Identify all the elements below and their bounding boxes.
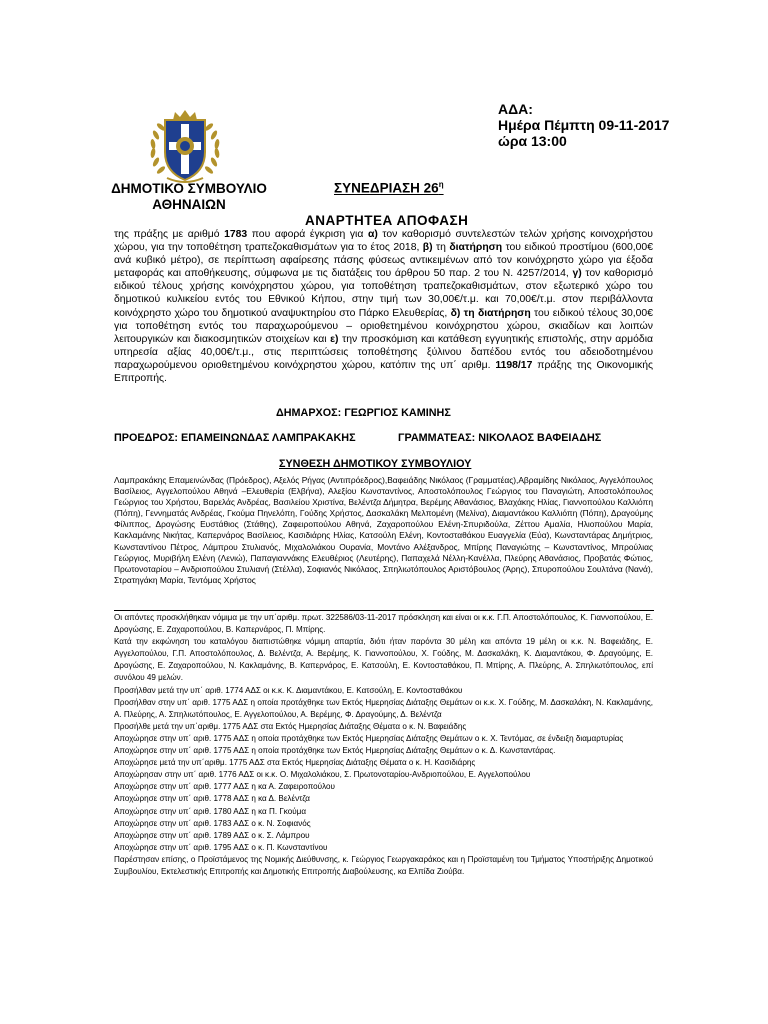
attendance-note: Κατά την εκφώνηση του καταλόγου διαπιστώθηκε νόμιμη απαρτία, διότι ήταν παρόντα 30 μέλη και απόντα 19 μέλη οι κ.κ. Ν. Βαφειάδης, Ε. Αγγελοπούλου, Γ.Π. Αποστολόπουλος, Δ. Βελέντζα, Α. Βερέμης, Κ. Γιαννοπούλου, Χ. Γούδης, Μ. Δασκαλάκη, Κ. Διαμαντάκου, Φ. Δραγούμης, Ε. Δρογώσης, Ε. Ζαχαροπούλου, Ν. Κακλαμάνης, Β. Καπερνάρος, Ε. Κατσούλη, Ε. Κοντοσταθάκου, Π. Μπίρης, Α. Πλεύρης, Α. Σπηλιωτόπουλος, επί συνόλου 49 μελών. bbox=[114, 637, 653, 683]
council-composition-heading: ΣΥΝΘΕΣΗ ΔΗΜΟΤΙΚΟΥ ΣΥΜΒΟΥΛΙΟΥ bbox=[279, 458, 472, 470]
attendance-note: Προσήλθε μετά την υπ΄αριθμ. 1775 ΑΔΣ στα Εκτός Ημερησίας Διάταξης Θέματα ο κ. Ν. Βαφειάδης bbox=[114, 721, 467, 731]
officers-line bbox=[114, 432, 654, 444]
session-label: ΣΥΝΕΔΡΙΑΣΗ 26 bbox=[334, 180, 439, 196]
attendance-note: Αποχώρησε στην υπ΄ αριθ. 1775 ΑΔΣ η οποία προτάχθηκε των Εκτός Ημερησίας Διάταξης Θεμάτων ο κ. Χ. Τεντόμας, σε ένδειξη διαμαρτυρίας bbox=[114, 733, 624, 743]
attendance-note: Αποχώρησε στην υπ΄ αριθ. 1780 ΑΔΣ η κα Π. Γκούμα bbox=[114, 806, 306, 816]
decision-text: του ειδικού τέλους 30,00€ για τοποθέτηση εντός του παραχωρούμενου – οριοθετημένου κοινόχρηστου χώρου, σκιαδίων και λοιπών λειτουργικών και διακοσμητικών στοιχείων και bbox=[114, 307, 653, 345]
decision-text: τον καθορισμό συντελεστών τελών χρήσης κοινοχρήστου χώρου, για την τοποθέτηση τραπεζοκαθισμάτων για το έτος 2018, bbox=[114, 229, 653, 254]
emphasis-term: διατήρηση bbox=[449, 242, 503, 254]
section-divider bbox=[114, 610, 654, 611]
chairman: ΠΡΟΕΔΡΟΣ: ΕΠΑΜΕΙΝΩΝΔΑΣ ΛΑΜΠΡΑΚΑΚΗΣ bbox=[114, 432, 356, 444]
decision-paragraph bbox=[114, 228, 653, 385]
session-time: ώρα 13:00 bbox=[498, 133, 567, 149]
attendance-note: Οι απόντες προσκλήθηκαν νόμιμα με την υπ΄αριθμ. πρωτ. 322586/03-11-2017 πρόσκληση και είναι οι κ.κ. Γ.Π. Αποστολόπουλος, Κ. Γιαννοπούλου, Ε. Δρογώσης, Ε. Ζαχαροπούλου, Β. Καπερνάρος, Π. Μπίρης. bbox=[114, 613, 653, 635]
decision-text: τον καθορισμό ειδικού τέλους χρήσης κοινόχρηστου χώρου, για τοποθέτηση τραπεζοκαθισμάτων, στον εξωτερικό χώρο του δημοτικού κυλικείου εντός του Εθνικού Κήπου, στην τιμή των 30,00€/τ.μ. και 70,00€/τ.μ. στον περιβάλλοντα κοινόχρηστο χώρο του δημοτικού αναψυκτηρίου στο Πάρκο Ελευθερίας, bbox=[114, 268, 653, 319]
attendance-note: Αποχώρησε μετά την υπ΄αριθμ. 1775 ΑΔΣ στα Εκτός Ημερησίας Διάταξης Θέματα ο κ. Η. Κασιδιάρης bbox=[114, 758, 476, 768]
decision-heading: ΑΝΑΡΤΗΤΕΑ ΑΠΟΦΑΣΗ bbox=[305, 213, 469, 228]
item-marker-d: δ) τη διατήρηση bbox=[450, 307, 531, 319]
act-number: 1783 bbox=[224, 229, 248, 240]
item-marker-c: γ) bbox=[572, 268, 582, 280]
mayor-line: ΔΗΜΑΡΧΟΣ: ΓΕΩΡΓΙΟΣ ΚΑΜΙΝΗΣ bbox=[276, 407, 451, 419]
attendance-note: Παρέστησαν επίσης, ο Προϊστάμενος της Νομικής Διεύθυνσης, κ. Γεώργιος Γεωργακαράκος και η Προϊσταμένη του Τμήματος Υποστήριξης Δημοτικού Συμβουλίου, Εκτελεστικής Επιτροπής και Δημοτικής Επιτροπής Διαβούλευσης, κα Ελπίδα Ζιούβα. bbox=[114, 854, 653, 876]
attendance-note: Αποχώρησε στην υπ΄ αριθ. 1789 ΑΔΣ ο κ. Σ. Λάμπρου bbox=[114, 830, 310, 840]
attendance-note: Αποχώρησε στην υπ΄ αριθ. 1775 ΑΔΣ η οποία προτάχθηκε των Εκτός Ημερησίας Διάταξης Θεμάτων ο κ. Δ. Κωνσταντάρας. bbox=[114, 746, 556, 756]
attendance-note: Προσήλθαν στην υπ΄ αριθ. 1775 ΑΔΣ η οποία προτάχθηκε των Εκτός Ημερησίας Διάταξης Θεμάτων οι κ.κ. Χ. Γούδης, Μ. Δασκαλάκη, Ν. Κακλαμάνης, Α. Πλεύρης, Α. Σπηλιωτόπουλος, Ε. Αγγελοπούλου, Α. Βερέμης, Φ. Δραγούμης, Δ. Βελέντζα bbox=[114, 697, 653, 719]
attendance-note: Προσήλθαν μετά την υπ΄ αριθ. 1774 ΑΔΣ οι κ.κ. Κ. Διαμαντάκου, Ε. Κατσούλη, Ε. Κοντοσταθάκου bbox=[114, 685, 463, 695]
council-name-line1: ΔΗΜΟΤΙΚΟ ΣΥΜΒΟΥΛΙΟ bbox=[111, 181, 267, 196]
attendance-note: Αποχώρησε στην υπ΄ αριθ. 1778 ΑΔΣ η κα Δ. Βελέντζα bbox=[114, 794, 310, 804]
session-ordinal-suffix: η bbox=[438, 180, 444, 189]
attendance-note: Αποχώρησε στην υπ΄ αριθ. 1777 ΑΔΣ η κα Α. Ζαφειροπούλου bbox=[114, 782, 335, 792]
decision-text: του ειδικού προστίμου (600,00€ ανά κυβικό μέτρο), σε περίπτωση αφαίρεσης πάσης φύσεως αντικειμένων από τον κοινόχρηστο χώρο για έξοδα μεταφοράς και αποθήκευσης, σύμφωνα με τις διατάξεις του άρθρου 50 παρ. 2 του Ν. 4257/2014, bbox=[114, 242, 653, 280]
council-name-line2: ΑΘΗΝΑΙΩΝ bbox=[152, 197, 226, 212]
city-seal-emblem bbox=[139, 108, 231, 188]
decision-text: την προσκόμιση και κατάθεση εγγυητικής επιστολής, στην αρμόδια υπηρεσία αξίας 40,00€/τ.μ., στις περιπτώσεις τοποθέτησης ξύλινου δαπέδου εντός του αδειοδοτημένου παραχωρούμενου οριοθετημένου κοινόχρηστου χώρου, κατόπιν της υπ΄ αριθμ. bbox=[114, 333, 654, 371]
council-members-list: Λαμπρακάκης Επαμεινώνδας (Πρόεδρος), Αξελός Ρήγας (Αντιπρόεδρος),Βαφειάδης Νικόλαος (Γραμματέας),Αβραμίδης Νικόλαος, Αγγελόπουλος Βασίλειος, Αγγελοπούλου Αθηνά –Ελευθερία (Ελβήνα), Αλεξίου Κωνσταντίνος, Αποστολόπουλος Γεώργιος του Παναγιώτη, Αποστολόπουλος Γεώργιος του Χρήστου, Βαρελάς Ανδρέας, Βασιλείου Χριστίνα, Βελέντζα Δήμητρα, Βερέμης Αθανάσιος, Βλαχάκης Ηλίας, Γιαννοπούλου Καλλιόπη (Πόπη), Γεννηματάς Ανδρέας, Γκούμα Πηνελόπη, Γούδης Χρήστος, Δασκαλάκη Μελπομένη (Μελίνα), Διαμαντάκου Καλλιόπη (Πόπη), Δραγούμης Φίλιππος, Δρογώσης Ευστάθιος (Στάθης), Ζαφειροπούλου Αθηνά, Ζαχαροπούλου Ελένη-Σπυριδούλα, Ζέττου Αμαλία, Ηλιοπούλου Μαρία, Κακλαμάνης Νικήτας, Καπερνάρος Βασίλειος, Κασιδιάρης Ηλίας, Κατσούλη Ελένη, Κοντοσταθάκου Ευαγγελία (Εύα), Κωνσταντάρας Δημήτριος, Κωνσταντίνου Πέτρος, Λάμπρου Στυλιανός, Μιχαλολιάκου Ουρανία, Μοντάνο Αλέξανδρος, Μπίρης Παναγιώτης – Κωνσταντίνος, Μπρούλιας Γεώργιος, Μυριβήλη Ελένη (Λενιώ), Παπαγιαννάκης Ελευθέριος (Λευτέρης), Παπαχελά Νέλλη-Κανέλλα, Πλεύρης Αθανάσιος, Προβατάς Φώτιος, Πρωτονοταρίου – Ανδριοπούλου Στυλιανή (Στέλλα), Σοφιανός Νικόλαος, Σπηλιωτόπουλος Αριστόβουλος (Άρης), Σπυροπούλου Σουλτάνα (Νανά), Στρατηγάκη Μαρία, Τεντόμας Χρήστος bbox=[114, 475, 653, 585]
attendance-note: Αποχώρησε στην υπ΄ αριθ. 1795 ΑΔΣ ο κ. Π. Κωνσταντίνου bbox=[114, 842, 328, 852]
item-marker-b: β) bbox=[422, 242, 433, 254]
decision-text: τη bbox=[432, 242, 450, 254]
reference-act-number: 1198/17 bbox=[495, 359, 533, 371]
item-marker-a: α) bbox=[367, 229, 378, 240]
ada-label: ΑΔΑ: bbox=[498, 101, 533, 117]
attendance-notes bbox=[114, 612, 653, 878]
session-date: Ημέρα Πέμπτη 09-11-2017 bbox=[498, 117, 670, 133]
session-number bbox=[334, 180, 444, 196]
session-date-block bbox=[498, 101, 669, 149]
attendance-note: Αποχώρησαν στην υπ΄ αριθ. 1776 ΑΔΣ οι κ.κ. Ο. Μιχαλολιάκου, Σ. Πρωτονοταρίου-Ανδριοπούλου, Ε. Αγγελοπούλου bbox=[114, 770, 531, 780]
decision-text: πράξης της Οικονομικής Επιτροπής. bbox=[114, 359, 653, 385]
decision-text: της πράξης με αριθμό bbox=[114, 229, 225, 240]
secretary: ΓΡΑΜΜΑΤΕΑΣ: ΝΙΚΟΛΑΟΣ ΒΑΦΕΙΑΔΗΣ bbox=[398, 432, 602, 444]
council-name bbox=[104, 181, 274, 213]
attendance-note: Αποχώρησε στην υπ΄ αριθ. 1783 ΑΔΣ ο κ. Ν. Σοφιανός bbox=[114, 818, 311, 828]
decision-text: που αφορά έγκριση για bbox=[247, 229, 368, 240]
item-marker-e: ε) bbox=[330, 333, 339, 345]
